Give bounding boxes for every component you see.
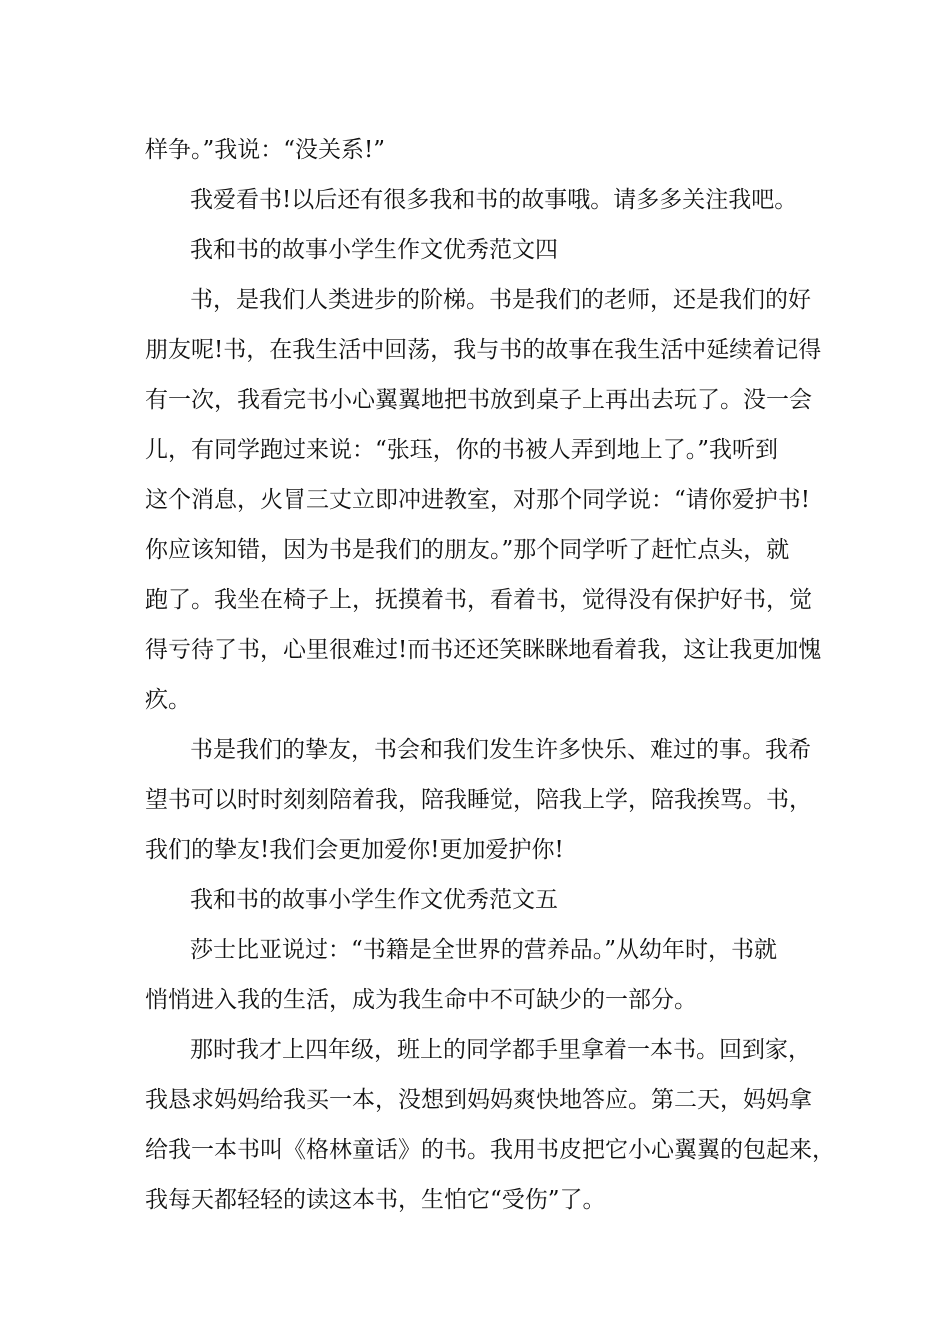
paragraph-line: 样争。”我说：“没关系!”: [145, 137, 386, 163]
paragraph-line: 得亏待了书，心里很难过!而书还还笑眯眯地看着我，这让我更加愧: [145, 637, 822, 663]
paragraph-line: 这个消息，火冒三丈立即冲进教室，对那个同学说：“请你爱护书!: [145, 487, 811, 513]
paragraph-line: 疚。: [145, 687, 191, 713]
paragraph-line: 望书可以时时刻刻陪着我，陪我睡觉，陪我上学，陪我挨骂。书，: [145, 787, 812, 813]
paragraph-line: 我每天都轻轻的读这本书，生怕它“受伤”了。: [145, 1187, 606, 1213]
paragraph-line: 儿，有同学跑过来说：“张珏，你的书被人弄到地上了。”我听到: [145, 437, 779, 463]
paragraph-line: 那时我才上四年级，班上的同学都手里拿着一本书。回到家，: [190, 1037, 811, 1063]
section-heading: 我和书的故事小学生作文优秀范文四: [190, 237, 558, 263]
paragraph-line: 给我一本书叫《格林童话》的书。我用书皮把它小心翼翼的包起来，: [145, 1137, 835, 1163]
paragraph-line: 跑了。我坐在椅子上，抚摸着书，看着书，觉得没有保护好书，觉: [145, 587, 812, 613]
paragraph-line: 有一次，我看完书小心翼翼地把书放到桌子上再出去玩了。没一会: [145, 387, 812, 413]
paragraph-line: 书，是我们人类进步的阶梯。书是我们的老师，还是我们的好: [190, 287, 811, 313]
paragraph-line: 我们的挚友!我们会更加爱你!更加爱护你!: [145, 837, 564, 863]
paragraph-line: 我爱看书!以后还有很多我和书的故事哦。请多多关注我吧。: [190, 187, 798, 213]
paragraph-line: 书是我们的挚友，书会和我们发生许多快乐、难过的事。我希: [190, 737, 811, 763]
section-heading: 我和书的故事小学生作文优秀范文五: [190, 887, 558, 913]
paragraph-line: 莎士比亚说过：“书籍是全世界的营养品。”从幼年时，书就: [190, 937, 778, 963]
paragraph-line: 朋友呢!书，在我生活中回荡，我与书的故事在我生活中延续着记得: [145, 337, 822, 363]
paragraph-line: 我恳求妈妈给我买一本，没想到妈妈爽快地答应。第二天，妈妈拿: [145, 1087, 812, 1113]
paragraph-line: 悄悄进入我的生活，成为我生命中不可缺少的一部分。: [145, 987, 697, 1013]
paragraph-line: 你应该知错，因为书是我们的朋友。”那个同学听了赶忙点头，就: [145, 537, 790, 563]
